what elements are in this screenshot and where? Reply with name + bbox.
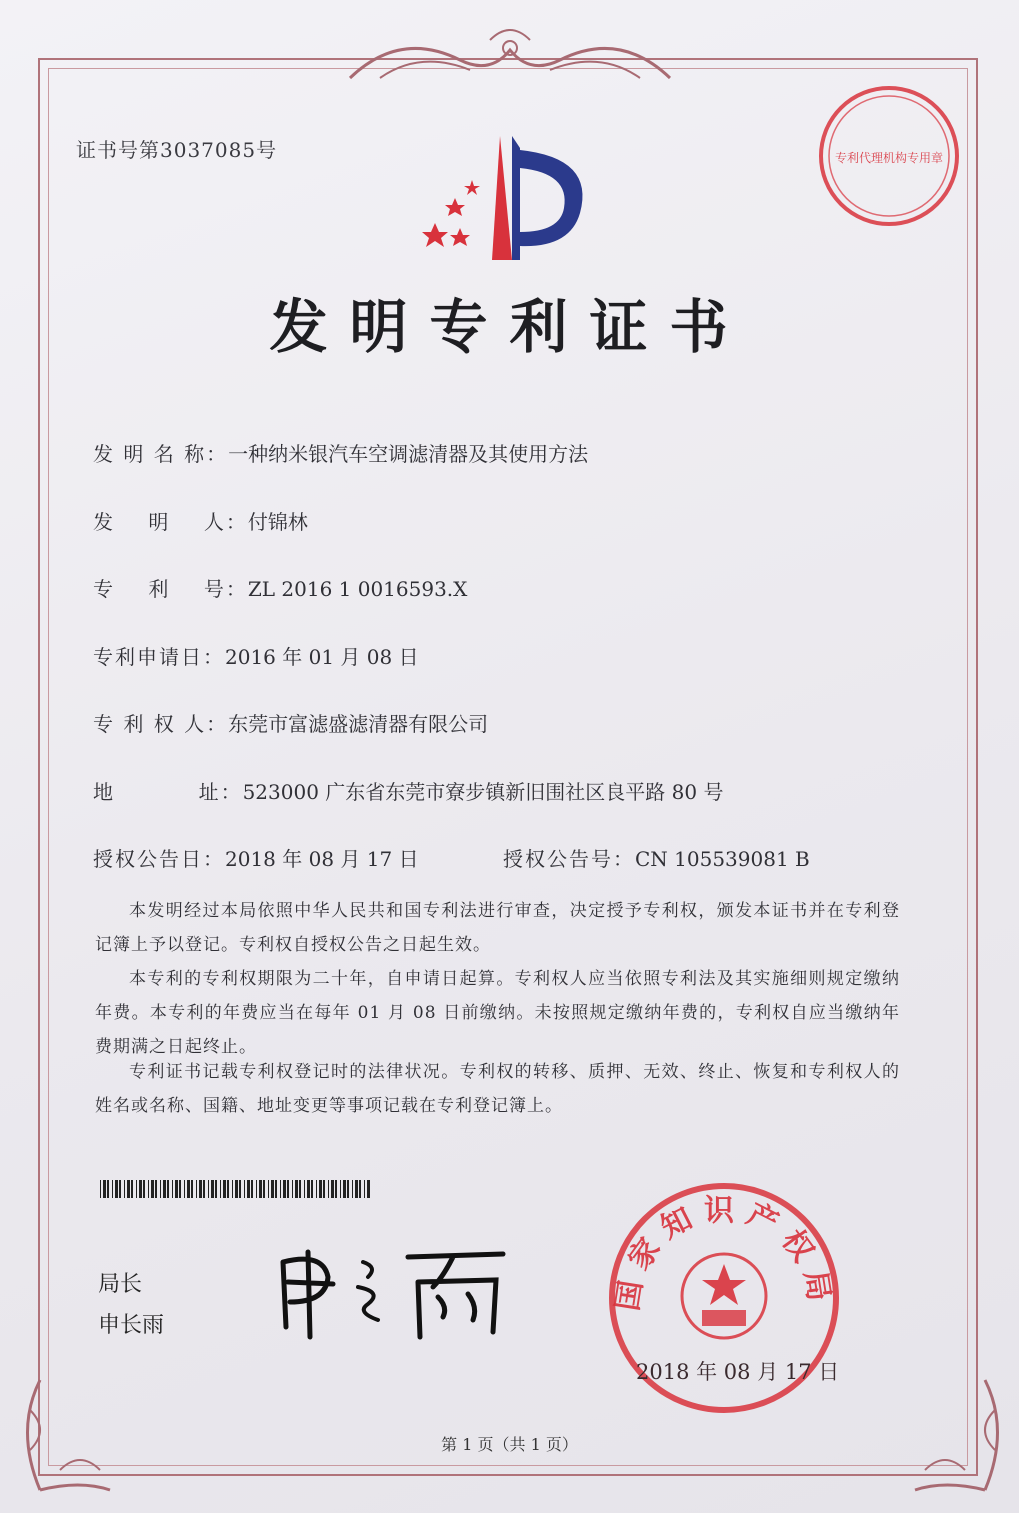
barcode-bar (215, 1180, 217, 1198)
address-label: 地 址： (93, 780, 243, 804)
barcode-bar (343, 1180, 346, 1198)
barcode-bar (299, 1180, 301, 1198)
barcode-bar (355, 1180, 358, 1198)
barcode-bar (352, 1180, 353, 1198)
inventor-row (93, 506, 308, 535)
barcode-bar (364, 1180, 365, 1198)
patent-number-row (93, 573, 467, 602)
barcode-bar (148, 1180, 149, 1198)
patent-number-label: 专 利 号： (93, 577, 248, 601)
barcode-bar (115, 1180, 118, 1198)
barcode-bar (247, 1180, 250, 1198)
signer-name: 申长雨 (98, 1313, 165, 1338)
barcode-bar (187, 1180, 190, 1198)
barcode-bar (143, 1180, 145, 1198)
barcode-bar (319, 1180, 322, 1198)
grant-date-label: 授权公告日： (93, 847, 225, 871)
barcode-bar (232, 1180, 233, 1198)
barcode-bar (175, 1180, 178, 1198)
barcode-bar (127, 1180, 130, 1198)
inventor-value: 付锦林 (247, 510, 308, 534)
barcode-bar (211, 1180, 214, 1198)
barcode-bar (283, 1180, 286, 1198)
barcode-bar (199, 1180, 202, 1198)
patent-number-value: ZL 2016 1 0016593.X (247, 577, 468, 601)
barcode-bar (172, 1180, 173, 1198)
invention-name-label: 发 明 名 称： (93, 442, 229, 466)
barcode-bar (263, 1180, 265, 1198)
handwritten-signature (268, 1232, 518, 1342)
barcode-bar (239, 1180, 241, 1198)
barcode-bar (139, 1180, 142, 1198)
barcode-bar (100, 1180, 101, 1198)
barcode-bar (131, 1180, 133, 1198)
paragraph-1: 本发明经过本局依照中华人民共和国专利法进行审查，决定授予专利权，颁发本证书并在专利登记簿上予以登记。专利权自授权公告之日起生效。 (95, 901, 900, 955)
barcode-bar (184, 1180, 185, 1198)
barcode-bar (107, 1180, 109, 1198)
address-value: 523000 广东省东莞市寮步镇新旧围社区良平路 80 号 (242, 780, 724, 804)
barcode-bar (244, 1180, 245, 1198)
paragraph-3: 专利证书记载专利权登记时的法律状况。专利权的转移、质押、无效、终止、恢复和专利权人的姓名或名称、国籍、地址变更等事项记载在专利登记簿上。 (95, 1062, 900, 1116)
barcode-bar (124, 1180, 125, 1198)
page-number: 第 1 页（共 1 页） (441, 1435, 578, 1454)
certificate-title: 发明专利证书 (269, 293, 750, 361)
barcode-bar (287, 1180, 289, 1198)
barcode-bar (155, 1180, 157, 1198)
barcode-bar (347, 1180, 349, 1198)
barcode-bar (227, 1180, 229, 1198)
barcode-bar (311, 1180, 313, 1198)
address-row (93, 776, 723, 805)
barcode-bar (271, 1180, 274, 1198)
barcode-bar (251, 1180, 253, 1198)
invention-name-row (93, 438, 588, 467)
barcode-bar (335, 1180, 337, 1198)
barcode-bar (316, 1180, 317, 1198)
barcode-bar (304, 1180, 305, 1198)
seal-text: 国家知识产权局 (610, 1193, 838, 1314)
barcode-bar (220, 1180, 221, 1198)
barcode-bar (323, 1180, 325, 1198)
barcode-bar (340, 1180, 341, 1198)
barcode-bar (331, 1180, 334, 1198)
paragraph-2: 本专利的专利权期限为二十年，自申请日起算。专利权人应当依照专利法及其实施细则规定缴纳年费。本专利的年费应当在每年 01 月 08 日前缴纳。未按照规定缴纳年费的，专利权自应当缴纳年费期满之日起终止。 (95, 969, 900, 1057)
barcode-bar (203, 1180, 205, 1198)
barcode-bar (235, 1180, 238, 1198)
barcode (100, 1180, 370, 1198)
barcode-bar (307, 1180, 310, 1198)
barcode-bar (136, 1180, 137, 1198)
grant-date-row (93, 843, 419, 872)
barcode-bar (223, 1180, 226, 1198)
patentee-row (93, 708, 488, 737)
top-ornament (340, 20, 680, 90)
barcode-bar (280, 1180, 281, 1198)
barcode-bar (167, 1180, 169, 1198)
seal-date: 2018 年 08 月 17 日 (636, 1360, 840, 1384)
barcode-bar (119, 1180, 121, 1198)
barcode-bar (268, 1180, 269, 1198)
barcode-bar (275, 1180, 277, 1198)
agency-seal-text: 专利代理机构专用章 (834, 151, 944, 165)
barcode-bar (103, 1180, 106, 1198)
barcode-bar (160, 1180, 161, 1198)
barcode-bar (208, 1180, 209, 1198)
inventor-label: 发 明 人： (93, 510, 248, 534)
certificate-number: 证书号第3037085号 (76, 138, 278, 162)
application-date-value: 2016 年 01 月 08 日 (225, 645, 419, 669)
grant-number-value: CN 105539081 B (635, 847, 810, 871)
barcode-bar (163, 1180, 166, 1198)
barcode-bar (196, 1180, 197, 1198)
agency-seal (815, 82, 963, 230)
barcode-bar (191, 1180, 193, 1198)
signer-title: 局长 (98, 1272, 143, 1297)
barcode-bar (328, 1180, 329, 1198)
invention-name-value: 一种纳米银汽车空调滤清器及其使用方法 (228, 442, 589, 466)
barcode-bar (179, 1180, 181, 1198)
barcode-bar (112, 1180, 113, 1198)
patentee-label: 专 利 权 人： (93, 712, 229, 736)
barcode-bar (256, 1180, 257, 1198)
barcode-bar (359, 1180, 361, 1198)
barcode-bar (295, 1180, 298, 1198)
barcode-bar (292, 1180, 293, 1198)
application-date-row (93, 641, 419, 670)
barcode-bar (259, 1180, 262, 1198)
grant-number-row (503, 843, 810, 872)
patent-office-logo-icon (420, 128, 600, 268)
grant-date-value: 2018 年 08 月 17 日 (225, 847, 419, 871)
application-date-label: 专利申请日： (93, 645, 225, 669)
patentee-value: 东莞市富滤盛滤清器有限公司 (228, 712, 489, 736)
grant-number-label: 授权公告号： (503, 847, 635, 871)
barcode-bar (367, 1180, 370, 1198)
barcode-bar (151, 1180, 154, 1198)
